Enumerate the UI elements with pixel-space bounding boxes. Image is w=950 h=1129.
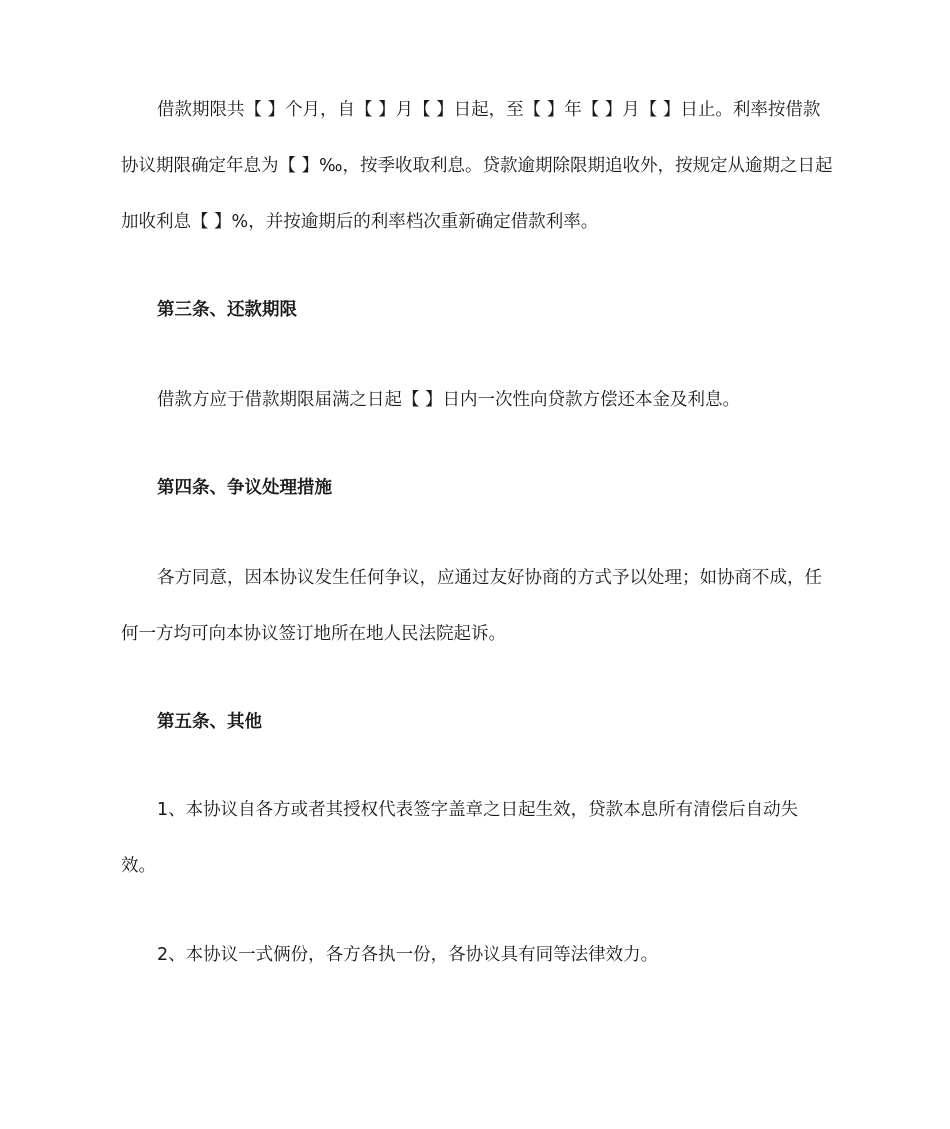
article-4-heading: 第四条、争议处理措施 (157, 478, 332, 498)
article-3-heading: 第三条、还款期限 (157, 300, 297, 320)
article-5-item-1: 1、本协议自各方或者其授权代表签字盖章之日起生效，贷款本息所有清偿后自动失效。 (121, 800, 799, 876)
article-4-paragraph: 各方同意，因本协议发生任何争议，应通过友好协商的方式予以处理；如协商不成，任何一方均可向本协议签订地所在地人民法院起诉。 (121, 568, 822, 644)
loan-term-paragraph: 借款期限共【 】个月，自【 】月【 】日起，至【 】年【 】月【 】日止。利率按借款协议期限确定年息为【 】‰，按季收取利息。贷款逾期除限期追收外，按规定从逾期之日起加收利息【 】%，并按逾期后的利率档次重新确定借款利率。 (121, 100, 833, 232)
article-5-heading: 第五条、其他 (157, 712, 262, 732)
article-3-paragraph: 借款方应于借款期限届满之日起【 】日内一次性向贷款方偿还本金及利息。 (157, 390, 741, 410)
article-5-item-2: 2、本协议一式俩份，各方各执一份，各协议具有同等法律效力。 (157, 945, 659, 965)
